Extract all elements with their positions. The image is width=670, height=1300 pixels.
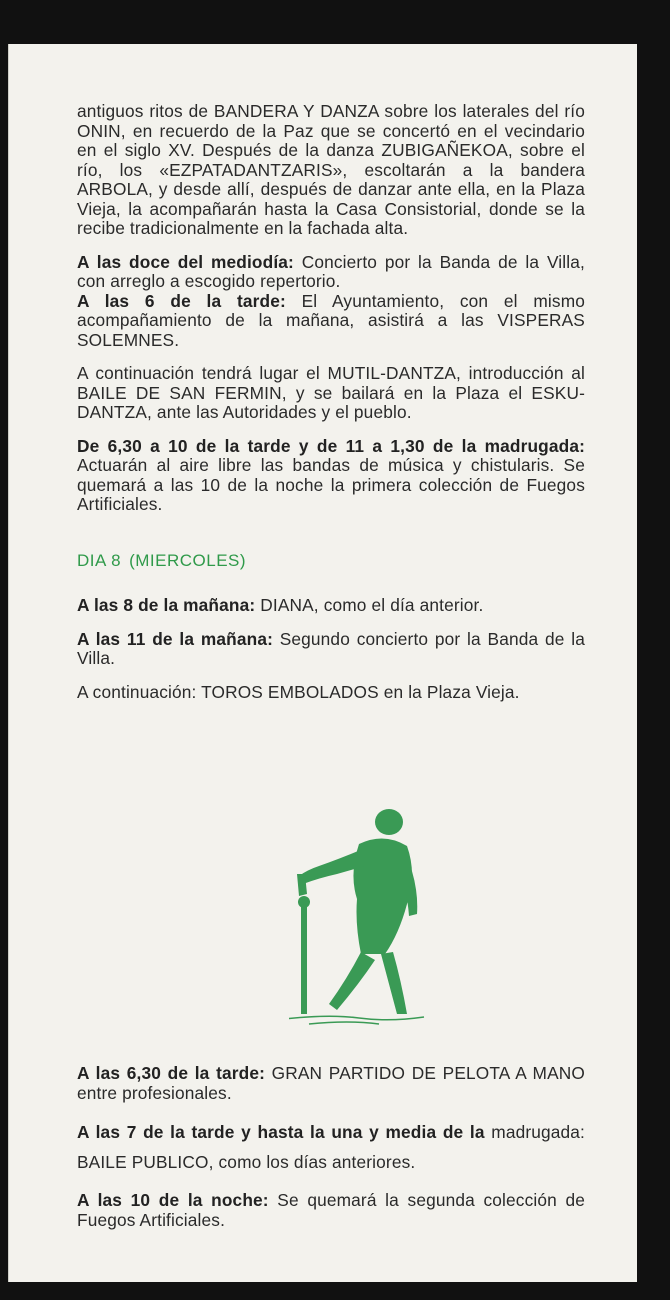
- paragraph-ritos: antiguos ritos de BANDERA Y DANZA sobre los laterales del río ONIN, en recuerdo de la Paz que se concertó en el vecindario en el siglo XV. Después de la danza ZUBIGAÑEKOA, sobre el río, los «EZPATADANTZARIS», escoltarán a la bandera ARBOLA, y desde allí, después de danzar ante ella, en la Plaza Vieja, la acompañarán hasta la Casa Consistorial, donde se la recibe tradicionalmente en la fachada alta.: [77, 101, 585, 238]
- paragraph-seis: [77, 292, 585, 351]
- time-label: A las doce del mediodía:: [77, 251, 294, 272]
- paragraph-toros: A continuación: TOROS EMBOLADOS en la Plaza Vieja.: [77, 681, 520, 702]
- booklet-page: [8, 44, 637, 1282]
- paragraph-baile: [77, 1117, 585, 1177]
- time-label: A las 11 de la mañana:: [77, 628, 273, 649]
- time-label: A las 6,30 de la tarde:: [77, 1063, 265, 1083]
- paragraph-diana: [77, 596, 585, 616]
- pelota-player-illustration: [289, 804, 429, 1034]
- section-weekday: (MIERCOLES): [129, 550, 247, 570]
- event-text: Concierto por la Banda de la Villa, con arreglo a escogido repertorio.: [77, 251, 585, 291]
- paragraph-pelota: [77, 1064, 585, 1103]
- time-label: A las 7 de la tarde y hasta la una y media de la: [77, 1122, 485, 1142]
- section-day: DIA 8: [77, 550, 122, 570]
- time-label: A las 10 de la noche:: [77, 1190, 269, 1210]
- paragraph-concierto: [77, 630, 585, 669]
- event-text: DIANA, como el día anterior.: [255, 595, 484, 615]
- section-heading: [77, 551, 585, 571]
- paragraph-doce: [77, 253, 585, 292]
- event-text: Actuarán al aire libre las bandas de música y chistularis. Se quemará a las 10 de la noche la primera colección de Fuegos Artificiales.: [77, 455, 585, 514]
- event-text: Se quemará la segunda colección de Fuegos Artificiales.: [77, 1190, 585, 1230]
- event-text: El Ayuntamiento, con el mismo acompañamiento de la mañana, asistirá a las VISPERAS SOLEMNES.: [77, 290, 585, 350]
- page-content: [77, 102, 585, 716]
- paragraph-fuegos: [77, 1191, 585, 1230]
- page-content-bottom: [77, 1064, 585, 1244]
- event-text: madrugada: BAILE PUBLICO, como los días anteriores.: [77, 1122, 586, 1172]
- time-label: De 6,30 a 10 de la tarde y de 11 a 1,30 de la madrugada:: [77, 435, 585, 456]
- paragraph-bandas: [77, 437, 585, 515]
- event-text: Segundo concierto por la Banda de la Villa.: [77, 628, 585, 668]
- event-text: GRAN PARTIDO DE PELOTA A MANO entre profesionales.: [77, 1063, 586, 1103]
- time-label: A las 8 de la mañana:: [77, 595, 256, 615]
- paragraph-mutil: A continuación tendrá lugar el MUTIL-DANTZA, introducción al BAILE DE SAN FERMIN, y se bailará en la Plaza el ESKU-DANTZA, ante las Autoridades y el pueblo.: [77, 363, 585, 422]
- time-label: A las 6 de la tarde:: [77, 290, 286, 311]
